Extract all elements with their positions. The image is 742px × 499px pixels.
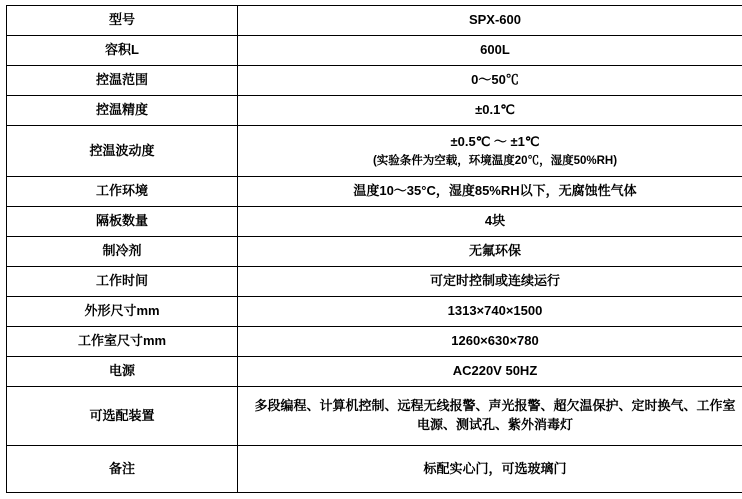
table-row — [7, 126, 742, 177]
table-row — [7, 237, 742, 267]
spec-label-cell: 工作环境 — [7, 177, 238, 207]
table-row — [7, 96, 742, 126]
spec-value-cell — [238, 207, 742, 237]
table-row — [7, 297, 742, 327]
spec-value-text: AC220V 50HZ — [242, 362, 742, 381]
spec-value-text: 600L — [242, 41, 742, 60]
spec-value-text: 无氟环保 — [242, 242, 742, 261]
spec-label-cell: 隔板数量 — [7, 207, 238, 237]
spec-value-cell — [238, 6, 742, 36]
table-row — [7, 267, 742, 297]
spec-value-text: 0～50℃ — [242, 71, 742, 90]
spec-label-cell: 可选配装置 — [7, 387, 238, 446]
spec-label-cell: 备注 — [7, 446, 238, 493]
spec-label-cell: 外形尺寸mm — [7, 297, 238, 327]
spec-label-cell: 制冷剂 — [7, 237, 238, 267]
table-row — [7, 207, 742, 237]
table-row — [7, 66, 742, 96]
spec-value-cell — [238, 237, 742, 267]
table-row — [7, 177, 742, 207]
spec-value-text: 可定时控制或连续运行 — [242, 272, 742, 291]
spec-value-text: 4块 — [242, 212, 742, 231]
spec-value-text: 多段编程、计算机控制、远程无线报警、声光报警、超欠温保护、定时换气、工作室电源、测试孔、紫外消毒灯 — [242, 397, 742, 435]
spec-value-text: 1260×630×780 — [242, 332, 742, 351]
table-row — [7, 357, 742, 387]
specification-table — [6, 5, 742, 493]
spec-value-text: 温度10～35°C，湿度85%RH以下，无腐蚀性气体 — [242, 182, 742, 201]
spec-value-cell — [238, 66, 742, 96]
spec-value-text: 标配实心门，可选玻璃门 — [242, 460, 742, 479]
table-row — [7, 387, 742, 446]
spec-value-subtext: (实验条件为空载，环境温度20℃，湿度50%RH) — [242, 153, 742, 170]
spec-value-cell — [238, 96, 742, 126]
spec-label-cell: 容积L — [7, 36, 238, 66]
spec-value-cell — [238, 387, 742, 446]
table-body — [7, 6, 742, 493]
table-row — [7, 446, 742, 493]
spec-label-cell: 控温范围 — [7, 66, 238, 96]
spec-label-cell: 控温波动度 — [7, 126, 238, 177]
spec-value-cell — [238, 126, 742, 177]
spec-value-text: SPX-600 — [242, 11, 742, 30]
spec-label-cell: 电源 — [7, 357, 238, 387]
spec-value-cell — [238, 357, 742, 387]
spec-label-cell: 型号 — [7, 6, 238, 36]
table-row — [7, 36, 742, 66]
spec-value-text: 1313×740×1500 — [242, 302, 742, 321]
spec-label-cell: 工作时间 — [7, 267, 238, 297]
spec-value-cell — [238, 297, 742, 327]
spec-value-cell — [238, 177, 742, 207]
spec-value-text: ±0.5℃ ～ ±1℃ — [242, 133, 742, 152]
table-row — [7, 6, 742, 36]
spec-value-cell — [238, 327, 742, 357]
spec-value-cell — [238, 267, 742, 297]
spec-value-text: ±0.1℃ — [242, 101, 742, 120]
table-row — [7, 327, 742, 357]
spec-label-cell: 工作室尺寸mm — [7, 327, 238, 357]
spec-value-cell — [238, 36, 742, 66]
spec-label-cell: 控温精度 — [7, 96, 238, 126]
spec-value-cell — [238, 446, 742, 493]
